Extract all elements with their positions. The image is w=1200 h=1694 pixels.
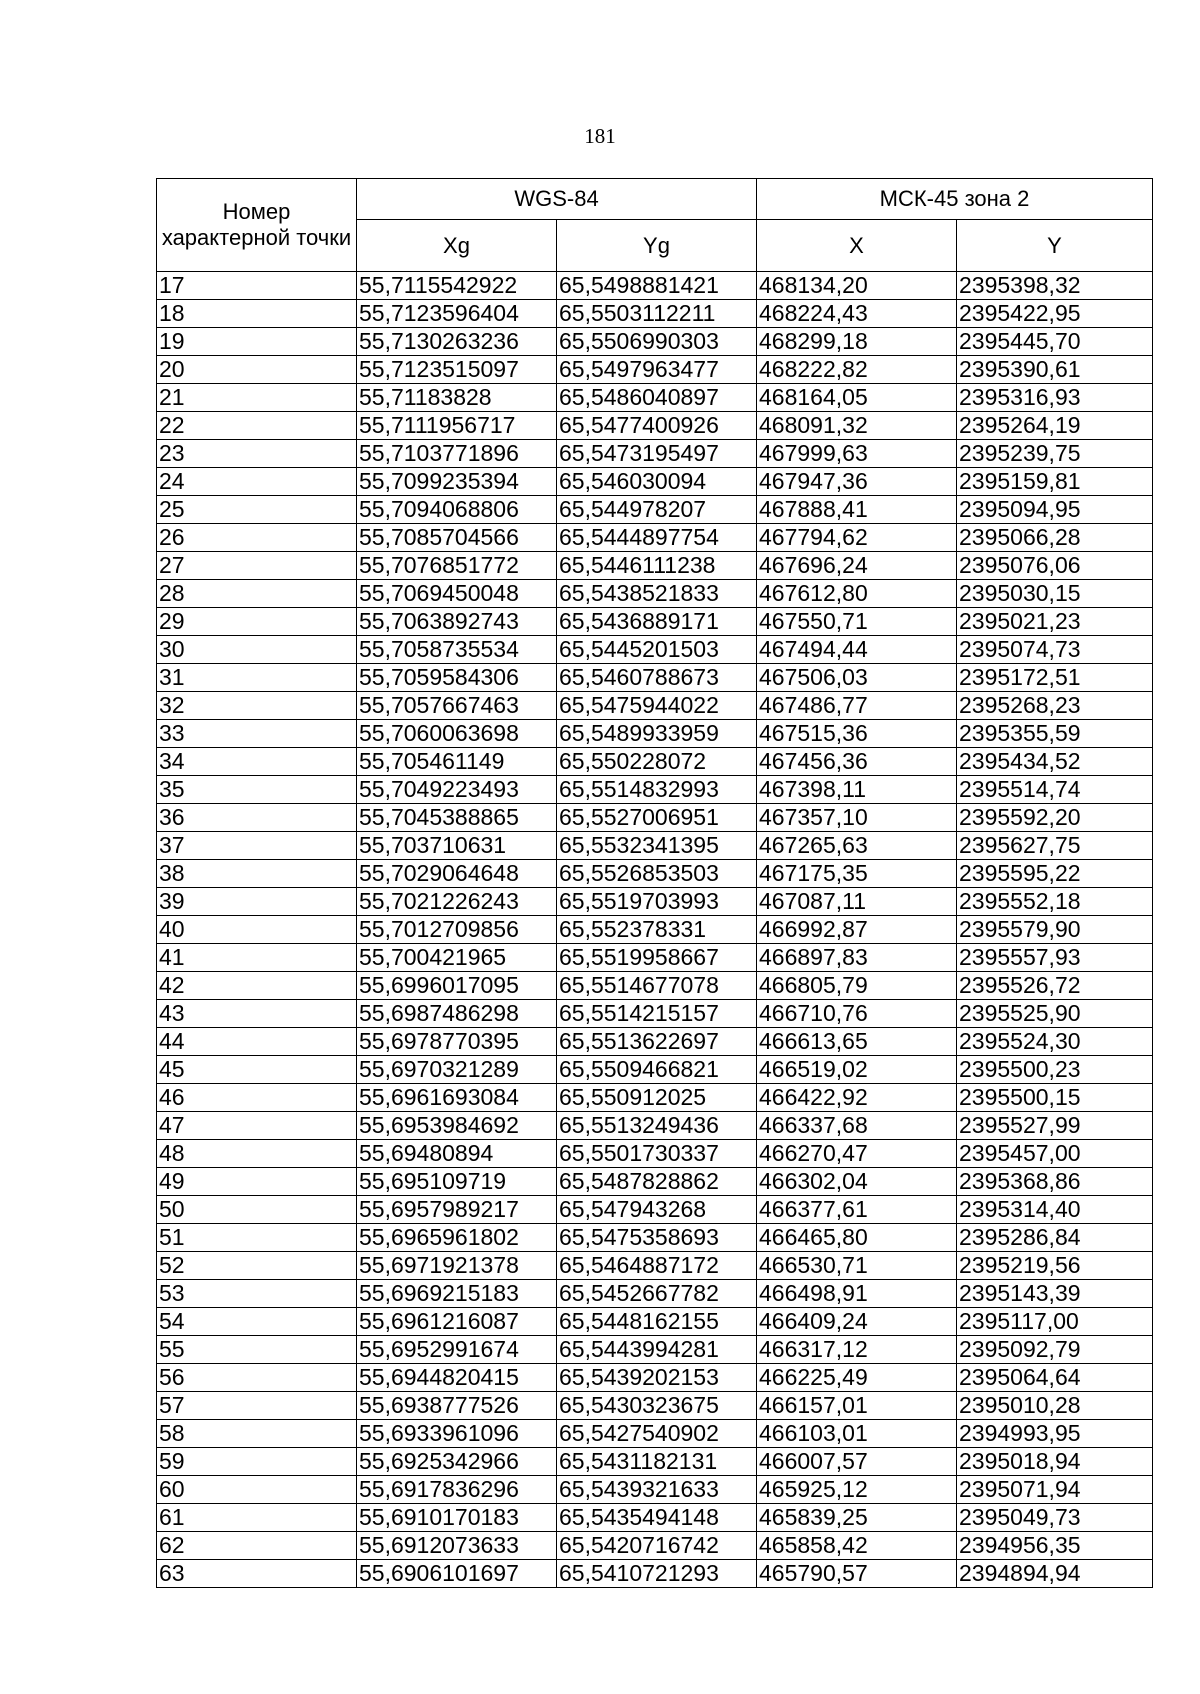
cell-xg: 55,6910170183 [357, 1504, 557, 1532]
cell-x: 467357,10 [757, 804, 957, 832]
cell-point-number: 44 [157, 1028, 357, 1056]
cell-xg: 55,7012709856 [357, 916, 557, 944]
cell-yg: 65,5445201503 [557, 636, 757, 664]
cell-point-number: 52 [157, 1252, 357, 1280]
cell-point-number: 21 [157, 384, 357, 412]
cell-point-number: 42 [157, 972, 357, 1000]
cell-yg: 65,5435494148 [557, 1504, 757, 1532]
cell-y: 2395355,59 [957, 720, 1153, 748]
cell-point-number: 54 [157, 1308, 357, 1336]
cell-y: 2395500,23 [957, 1056, 1153, 1084]
cell-xg: 55,6961216087 [357, 1308, 557, 1336]
cell-point-number: 48 [157, 1140, 357, 1168]
header-x: X [757, 220, 957, 272]
cell-yg: 65,5430323675 [557, 1392, 757, 1420]
table-row [157, 1420, 1153, 1448]
table-row [157, 916, 1153, 944]
cell-point-number: 35 [157, 776, 357, 804]
cell-y: 2395076,06 [957, 552, 1153, 580]
cell-xg: 55,71183828 [357, 384, 557, 412]
cell-x: 468224,43 [757, 300, 957, 328]
cell-y: 2395526,72 [957, 972, 1153, 1000]
table-row [157, 608, 1153, 636]
cell-xg: 55,7049223493 [357, 776, 557, 804]
cell-y: 2395066,28 [957, 524, 1153, 552]
cell-xg: 55,7115542922 [357, 272, 557, 300]
table-row [157, 440, 1153, 468]
table-row [157, 1000, 1153, 1028]
table-row [157, 944, 1153, 972]
cell-y: 2395595,22 [957, 860, 1153, 888]
cell-point-number: 30 [157, 636, 357, 664]
cell-y: 2395557,93 [957, 944, 1153, 972]
cell-x: 467265,63 [757, 832, 957, 860]
cell-x: 468164,05 [757, 384, 957, 412]
cell-yg: 65,547943268 [557, 1196, 757, 1224]
cell-xg: 55,7069450048 [357, 580, 557, 608]
cell-x: 466377,61 [757, 1196, 957, 1224]
cell-yg: 65,5514832993 [557, 776, 757, 804]
cell-point-number: 33 [157, 720, 357, 748]
cell-yg: 65,5431182131 [557, 1448, 757, 1476]
cell-xg: 55,7103771896 [357, 440, 557, 468]
cell-yg: 65,5475358693 [557, 1224, 757, 1252]
cell-point-number: 31 [157, 664, 357, 692]
cell-yg: 65,544978207 [557, 496, 757, 524]
cell-point-number: 22 [157, 412, 357, 440]
cell-y: 2395390,61 [957, 356, 1153, 384]
cell-xg: 55,6944820415 [357, 1364, 557, 1392]
table-row [157, 1336, 1153, 1364]
page-number: 181 [584, 124, 616, 148]
cell-point-number: 25 [157, 496, 357, 524]
cell-point-number: 19 [157, 328, 357, 356]
cell-x: 467550,71 [757, 608, 957, 636]
cell-point-number: 20 [157, 356, 357, 384]
cell-point-number: 37 [157, 832, 357, 860]
table-row [157, 860, 1153, 888]
cell-point-number: 17 [157, 272, 357, 300]
table-row [157, 1196, 1153, 1224]
cell-y: 2395239,75 [957, 440, 1153, 468]
header-point-number: Номер характерной точки [157, 179, 357, 272]
cell-x: 467515,36 [757, 720, 957, 748]
cell-xg: 55,6906101697 [357, 1560, 557, 1588]
cell-xg: 55,6996017095 [357, 972, 557, 1000]
table-row [157, 888, 1153, 916]
cell-x: 467888,41 [757, 496, 957, 524]
cell-xg: 55,69480894 [357, 1140, 557, 1168]
table-row [157, 832, 1153, 860]
cell-y: 2395021,23 [957, 608, 1153, 636]
cell-yg: 65,5501730337 [557, 1140, 757, 1168]
table-row [157, 1028, 1153, 1056]
cell-point-number: 38 [157, 860, 357, 888]
cell-x: 465790,57 [757, 1560, 957, 1588]
cell-yg: 65,5460788673 [557, 664, 757, 692]
cell-xg: 55,7058735534 [357, 636, 557, 664]
cell-yg: 65,5526853503 [557, 860, 757, 888]
cell-y: 2395219,56 [957, 1252, 1153, 1280]
cell-yg: 65,5475944022 [557, 692, 757, 720]
cell-y: 2395552,18 [957, 888, 1153, 916]
cell-y: 2395117,00 [957, 1308, 1153, 1336]
cell-y: 2395314,40 [957, 1196, 1153, 1224]
cell-point-number: 29 [157, 608, 357, 636]
cell-xg: 55,6938777526 [357, 1392, 557, 1420]
table-row [157, 300, 1153, 328]
cell-y: 2395268,23 [957, 692, 1153, 720]
cell-y: 2395525,90 [957, 1000, 1153, 1028]
cell-yg: 65,5452667782 [557, 1280, 757, 1308]
table-row [157, 580, 1153, 608]
cell-yg: 65,5486040897 [557, 384, 757, 412]
cell-xg: 55,6912073633 [357, 1532, 557, 1560]
table-row [157, 524, 1153, 552]
cell-x: 468222,82 [757, 356, 957, 384]
coordinates-table [156, 178, 1153, 1588]
cell-point-number: 53 [157, 1280, 357, 1308]
cell-xg: 55,7029064648 [357, 860, 557, 888]
cell-yg: 65,5436889171 [557, 608, 757, 636]
header-xg: Xg [357, 220, 557, 272]
table-row [157, 664, 1153, 692]
cell-yg: 65,5498881421 [557, 272, 757, 300]
cell-point-number: 36 [157, 804, 357, 832]
cell-x: 467696,24 [757, 552, 957, 580]
cell-x: 467506,03 [757, 664, 957, 692]
table-row [157, 1084, 1153, 1112]
cell-y: 2395094,95 [957, 496, 1153, 524]
cell-x: 468091,32 [757, 412, 957, 440]
cell-y: 2395049,73 [957, 1504, 1153, 1532]
cell-yg: 65,5487828862 [557, 1168, 757, 1196]
cell-xg: 55,703710631 [357, 832, 557, 860]
cell-yg: 65,5410721293 [557, 1560, 757, 1588]
cell-x: 466103,01 [757, 1420, 957, 1448]
cell-yg: 65,5514677078 [557, 972, 757, 1000]
table-row [157, 1392, 1153, 1420]
cell-x: 466409,24 [757, 1308, 957, 1336]
cell-x: 465858,42 [757, 1532, 957, 1560]
cell-xg: 55,6970321289 [357, 1056, 557, 1084]
cell-x: 465925,12 [757, 1476, 957, 1504]
table-row [157, 1364, 1153, 1392]
cell-y: 2395092,79 [957, 1336, 1153, 1364]
cell-yg: 65,5439202153 [557, 1364, 757, 1392]
cell-y: 2395030,15 [957, 580, 1153, 608]
cell-x: 466337,68 [757, 1112, 957, 1140]
table-row [157, 1168, 1153, 1196]
cell-xg: 55,6987486298 [357, 1000, 557, 1028]
table-row [157, 1504, 1153, 1532]
table-row [157, 552, 1153, 580]
cell-yg: 65,5514215157 [557, 1000, 757, 1028]
cell-x: 468134,20 [757, 272, 957, 300]
cell-x: 466270,47 [757, 1140, 957, 1168]
header-yg: Yg [557, 220, 757, 272]
cell-point-number: 18 [157, 300, 357, 328]
cell-yg: 65,5464887172 [557, 1252, 757, 1280]
cell-xg: 55,6925342966 [357, 1448, 557, 1476]
cell-x: 466897,83 [757, 944, 957, 972]
cell-point-number: 51 [157, 1224, 357, 1252]
table-row [157, 636, 1153, 664]
cell-x: 466157,01 [757, 1392, 957, 1420]
cell-xg: 55,6961693084 [357, 1084, 557, 1112]
cell-xg: 55,6933961096 [357, 1420, 557, 1448]
cell-x: 466519,02 [757, 1056, 957, 1084]
cell-y: 2395500,15 [957, 1084, 1153, 1112]
cell-point-number: 46 [157, 1084, 357, 1112]
cell-point-number: 55 [157, 1336, 357, 1364]
cell-xg: 55,7045388865 [357, 804, 557, 832]
table-row [157, 748, 1153, 776]
cell-yg: 65,5519703993 [557, 888, 757, 916]
cell-xg: 55,7130263236 [357, 328, 557, 356]
cell-y: 2395434,52 [957, 748, 1153, 776]
cell-xg: 55,7063892743 [357, 608, 557, 636]
cell-x: 467947,36 [757, 468, 957, 496]
cell-xg: 55,705461149 [357, 748, 557, 776]
cell-xg: 55,6952991674 [357, 1336, 557, 1364]
cell-y: 2395524,30 [957, 1028, 1153, 1056]
cell-point-number: 34 [157, 748, 357, 776]
cell-point-number: 40 [157, 916, 357, 944]
cell-y: 2395445,70 [957, 328, 1153, 356]
cell-y: 2395368,86 [957, 1168, 1153, 1196]
cell-y: 2395071,94 [957, 1476, 1153, 1504]
cell-yg: 65,5427540902 [557, 1420, 757, 1448]
table-row [157, 1532, 1153, 1560]
cell-yg: 65,5443994281 [557, 1336, 757, 1364]
cell-xg: 55,7060063698 [357, 720, 557, 748]
cell-yg: 65,5444897754 [557, 524, 757, 552]
cell-yg: 65,552378331 [557, 916, 757, 944]
cell-point-number: 27 [157, 552, 357, 580]
cell-x: 466225,49 [757, 1364, 957, 1392]
cell-x: 467794,62 [757, 524, 957, 552]
cell-xg: 55,7111956717 [357, 412, 557, 440]
cell-yg: 65,5527006951 [557, 804, 757, 832]
cell-yg: 65,5513622697 [557, 1028, 757, 1056]
cell-y: 2394993,95 [957, 1420, 1153, 1448]
table-body [157, 272, 1153, 1588]
cell-y: 2395627,75 [957, 832, 1153, 860]
cell-x: 467175,35 [757, 860, 957, 888]
table-row [157, 804, 1153, 832]
table-row [157, 1112, 1153, 1140]
cell-x: 466302,04 [757, 1168, 957, 1196]
cell-point-number: 61 [157, 1504, 357, 1532]
cell-x: 467612,80 [757, 580, 957, 608]
table-row [157, 272, 1153, 300]
cell-xg: 55,6965961802 [357, 1224, 557, 1252]
cell-point-number: 26 [157, 524, 357, 552]
cell-y: 2395018,94 [957, 1448, 1153, 1476]
cell-y: 2395010,28 [957, 1392, 1153, 1420]
cell-xg: 55,6957989217 [357, 1196, 557, 1224]
table-row [157, 328, 1153, 356]
cell-yg: 65,5519958667 [557, 944, 757, 972]
cell-x: 466465,80 [757, 1224, 957, 1252]
cell-point-number: 56 [157, 1364, 357, 1392]
cell-xg: 55,6971921378 [357, 1252, 557, 1280]
cell-yg: 65,5446111238 [557, 552, 757, 580]
cell-yg: 65,5489933959 [557, 720, 757, 748]
table-row [157, 692, 1153, 720]
cell-xg: 55,7099235394 [357, 468, 557, 496]
cell-y: 2395074,73 [957, 636, 1153, 664]
cell-point-number: 58 [157, 1420, 357, 1448]
table-row [157, 972, 1153, 1000]
cell-yg: 65,5503112211 [557, 300, 757, 328]
cell-xg: 55,7021226243 [357, 888, 557, 916]
table-row [157, 1560, 1153, 1588]
cell-x: 466530,71 [757, 1252, 957, 1280]
cell-yg: 65,550228072 [557, 748, 757, 776]
cell-x: 466317,12 [757, 1336, 957, 1364]
table-row [157, 1308, 1153, 1336]
cell-y: 2394894,94 [957, 1560, 1153, 1588]
cell-yg: 65,5473195497 [557, 440, 757, 468]
table-row [157, 1476, 1153, 1504]
cell-yg: 65,5477400926 [557, 412, 757, 440]
cell-y: 2395172,51 [957, 664, 1153, 692]
cell-xg: 55,7057667463 [357, 692, 557, 720]
cell-xg: 55,7123515097 [357, 356, 557, 384]
cell-y: 2395592,20 [957, 804, 1153, 832]
cell-x: 465839,25 [757, 1504, 957, 1532]
table-row [157, 1280, 1153, 1308]
cell-xg: 55,7059584306 [357, 664, 557, 692]
cell-yg: 65,5532341395 [557, 832, 757, 860]
cell-y: 2395422,95 [957, 300, 1153, 328]
cell-yg: 65,5448162155 [557, 1308, 757, 1336]
table-row [157, 776, 1153, 804]
cell-point-number: 43 [157, 1000, 357, 1028]
cell-yg: 65,5506990303 [557, 328, 757, 356]
table-row [157, 1448, 1153, 1476]
table-row [157, 356, 1153, 384]
cell-x: 466992,87 [757, 916, 957, 944]
header-y: Y [957, 220, 1153, 272]
cell-y: 2394956,35 [957, 1532, 1153, 1560]
header-msk45: МСК-45 зона 2 [757, 179, 1153, 220]
table-row [157, 720, 1153, 748]
cell-y: 2395159,81 [957, 468, 1153, 496]
cell-y: 2395316,93 [957, 384, 1153, 412]
cell-y: 2395064,64 [957, 1364, 1153, 1392]
cell-point-number: 32 [157, 692, 357, 720]
cell-x: 467999,63 [757, 440, 957, 468]
cell-y: 2395143,39 [957, 1280, 1153, 1308]
table-header [157, 179, 1153, 272]
cell-x: 468299,18 [757, 328, 957, 356]
cell-y: 2395264,19 [957, 412, 1153, 440]
cell-point-number: 39 [157, 888, 357, 916]
cell-x: 466498,91 [757, 1280, 957, 1308]
cell-x: 467087,11 [757, 888, 957, 916]
cell-yg: 65,5497963477 [557, 356, 757, 384]
cell-xg: 55,6969215183 [357, 1280, 557, 1308]
table-row [157, 496, 1153, 524]
cell-xg: 55,7094068806 [357, 496, 557, 524]
cell-point-number: 57 [157, 1392, 357, 1420]
cell-x: 467456,36 [757, 748, 957, 776]
cell-yg: 65,546030094 [557, 468, 757, 496]
cell-x: 466007,57 [757, 1448, 957, 1476]
cell-point-number: 24 [157, 468, 357, 496]
cell-xg: 55,7085704566 [357, 524, 557, 552]
cell-point-number: 50 [157, 1196, 357, 1224]
cell-yg: 65,5513249436 [557, 1112, 757, 1140]
table-row [157, 1056, 1153, 1084]
cell-xg: 55,6917836296 [357, 1476, 557, 1504]
cell-y: 2395398,32 [957, 272, 1153, 300]
cell-xg: 55,700421965 [357, 944, 557, 972]
cell-xg: 55,695109719 [357, 1168, 557, 1196]
cell-x: 466613,65 [757, 1028, 957, 1056]
cell-y: 2395286,84 [957, 1224, 1153, 1252]
cell-yg: 65,5438521833 [557, 580, 757, 608]
cell-x: 467494,44 [757, 636, 957, 664]
cell-y: 2395579,90 [957, 916, 1153, 944]
table-row [157, 1224, 1153, 1252]
cell-xg: 55,6953984692 [357, 1112, 557, 1140]
cell-point-number: 59 [157, 1448, 357, 1476]
table-row [157, 468, 1153, 496]
cell-x: 466710,76 [757, 1000, 957, 1028]
table-row [157, 1252, 1153, 1280]
cell-yg: 65,5439321633 [557, 1476, 757, 1504]
cell-x: 467398,11 [757, 776, 957, 804]
cell-xg: 55,7076851772 [357, 552, 557, 580]
cell-y: 2395514,74 [957, 776, 1153, 804]
table-row [157, 412, 1153, 440]
cell-x: 466805,79 [757, 972, 957, 1000]
cell-point-number: 28 [157, 580, 357, 608]
cell-x: 466422,92 [757, 1084, 957, 1112]
cell-point-number: 62 [157, 1532, 357, 1560]
cell-y: 2395457,00 [957, 1140, 1153, 1168]
cell-x: 467486,77 [757, 692, 957, 720]
header-wgs84: WGS-84 [357, 179, 757, 220]
cell-point-number: 45 [157, 1056, 357, 1084]
cell-point-number: 47 [157, 1112, 357, 1140]
table-row [157, 1140, 1153, 1168]
table-row [157, 384, 1153, 412]
cell-y: 2395527,99 [957, 1112, 1153, 1140]
cell-xg: 55,7123596404 [357, 300, 557, 328]
cell-point-number: 23 [157, 440, 357, 468]
cell-point-number: 49 [157, 1168, 357, 1196]
cell-yg: 65,5509466821 [557, 1056, 757, 1084]
cell-point-number: 60 [157, 1476, 357, 1504]
cell-yg: 65,5420716742 [557, 1532, 757, 1560]
cell-point-number: 63 [157, 1560, 357, 1588]
cell-point-number: 41 [157, 944, 357, 972]
cell-yg: 65,550912025 [557, 1084, 757, 1112]
cell-xg: 55,6978770395 [357, 1028, 557, 1056]
